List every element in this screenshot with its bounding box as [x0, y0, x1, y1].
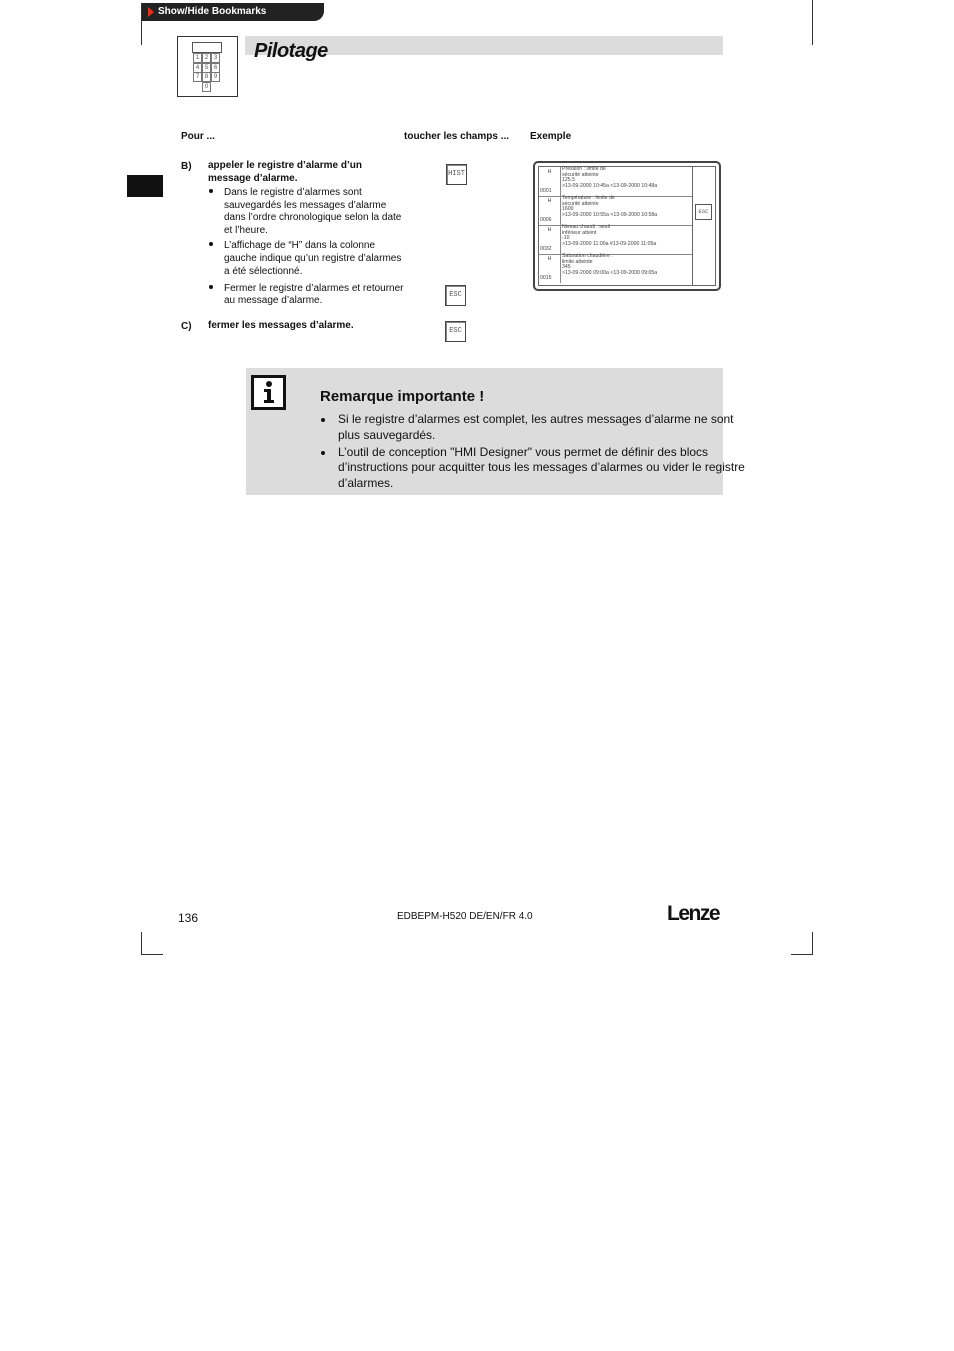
keypad-key: 3 [211, 53, 220, 63]
note-title: Remarque importante ! [320, 388, 485, 405]
step-b-bullet1-line: dans l’ordre chronologique selon la date [224, 212, 402, 223]
alarm-entry-h: H [547, 198, 552, 204]
column-header-pour: Pour ... [181, 131, 215, 142]
alarm-entry-line: sécurité atteinte [562, 200, 599, 207]
alarm-entry-line: 1600 [562, 206, 574, 213]
alarm-entry-line: Niveau chaudi : seuil [562, 224, 610, 230]
important-note-box [246, 368, 723, 495]
keypad-key: 6 [211, 63, 220, 73]
page-title: Pilotage [254, 40, 328, 62]
column-header-exemple: Exemple [530, 131, 572, 142]
alarm-entry[interactable] [539, 254, 692, 283]
step-b-bullet1-line: et l’heure. [224, 225, 268, 236]
crop-mark [812, 0, 813, 45]
note-bullet1-line: Si le registre d’alarmes est complet, les autres messages d’alarme ne sont [338, 412, 734, 426]
keypad-key: 1 [193, 53, 202, 63]
alarm-entry-line: limite atteinte [562, 258, 593, 265]
esc-button[interactable]: ESC [445, 285, 466, 306]
crop-mark [812, 932, 813, 954]
alarm-entry-line: >13-09-2000 09:00a <13-09-2000 09:05a [562, 269, 658, 276]
alarm-entry-line: Saturation chaudière : [562, 253, 613, 259]
alarm-entry-line: >13-09-2000 10:55a <13-09-2000 10:58a [562, 211, 658, 218]
alarm-entry-text [562, 225, 690, 247]
note-bullet2-line: L’outil de conception "HMI Designer" vous permet de définir des blocs [338, 445, 709, 459]
alarm-entry[interactable] [539, 167, 692, 197]
alarm-screen-side-column [692, 166, 716, 286]
step-b-title-line1: appeler le registre d’alarme d’un [208, 160, 362, 171]
alarm-entry-number: 0032 [540, 246, 552, 252]
keypad-key: 7 [193, 72, 202, 82]
keypad-key: 8 [202, 72, 211, 82]
bullet-icon [209, 189, 213, 193]
bullet-icon [209, 285, 213, 289]
crop-mark [141, 3, 142, 45]
note-bullet2-line: d’instructions pour acquitter tous les messages d’alarmes ou vider le registre [338, 460, 745, 474]
info-icon-inner [254, 378, 283, 407]
esc-button[interactable]: ESC [445, 321, 466, 342]
alarm-entry-h: H [547, 256, 552, 262]
alarm-entry-text [562, 196, 690, 218]
note-bullet1-line: plus sauvegardés. [338, 428, 436, 442]
step-b-bullet2-line: a été sélectionné. [224, 266, 303, 277]
keypad-icon [177, 36, 238, 97]
alarm-entry-number: 0006 [540, 217, 552, 223]
alarm-entry-line: 345 [562, 264, 571, 271]
alarm-entry-line: >13-09-2000 10:45a <13-09-2000 10:48a [562, 182, 658, 189]
step-c-title: fermer les messages d’alarme. [208, 320, 354, 331]
note-bullet2-line: d’alarmes. [338, 476, 394, 490]
triangle-right-icon [148, 7, 154, 17]
alarm-entry-h: H [547, 227, 552, 233]
step-b-bullet3-line: au message d’alarme. [224, 295, 323, 306]
alarm-entry[interactable] [539, 196, 692, 226]
alarm-entry-line: 125.5 [562, 177, 575, 184]
step-b-bullet1-line: sauvegardés les messages d’alarme [224, 200, 387, 211]
crop-mark [791, 954, 813, 955]
column-header-toucher: toucher les champs ... [404, 131, 510, 142]
bullet-icon [321, 418, 325, 422]
alarm-entry-line: Température : limite de [562, 195, 615, 201]
example-alarm-register-screen [533, 161, 721, 291]
info-glyph-icon [254, 378, 283, 407]
step-b-title-line2: message d’alarme. [208, 173, 298, 184]
document-reference: EDBEPM-H520 DE/EN/FR 4.0 [397, 911, 533, 922]
side-tab-marker [127, 175, 163, 197]
info-icon [251, 375, 286, 410]
bullet-icon [321, 451, 325, 455]
alarm-entry-line: sécurité atteinte [562, 171, 599, 178]
keypad-key: 5 [202, 63, 211, 73]
alarm-entry-line: Pression : limite de [562, 166, 606, 172]
step-b-bullet2-line: gauche indique qu’un registre d’alarmes [224, 253, 402, 264]
bookmark-tab-label: Show/Hide Bookmarks [158, 6, 267, 17]
step-b-bullet1-line: Dans le registre d’alarmes sont [224, 187, 362, 198]
alarm-entry-h: H [547, 169, 552, 175]
hist-button[interactable]: HIST [446, 164, 467, 185]
alarm-entry-line: -10 [562, 235, 570, 242]
crop-mark [141, 932, 142, 954]
alarm-entry-line: >13-09-2000 11:00a #13-09-2000 11:05a [562, 240, 657, 247]
lenze-logo: Lenze [667, 902, 720, 925]
screen-esc-button[interactable]: ESC [695, 204, 712, 220]
keypad-key: 2 [202, 53, 211, 63]
keypad-key: 4 [193, 63, 202, 73]
crop-mark [141, 954, 163, 955]
keypad-display [192, 42, 222, 53]
step-c-letter: C) [181, 321, 192, 332]
alarm-list [538, 166, 693, 286]
bullet-icon [209, 242, 213, 246]
alarm-entry-number: 0015 [540, 275, 552, 281]
alarm-entry[interactable] [539, 225, 692, 255]
step-b-bullet2-line: L’affichage de “H” dans la colonne [224, 240, 376, 251]
page-number: 136 [178, 911, 199, 925]
keypad-key: 9 [211, 72, 220, 82]
show-hide-bookmarks-tab[interactable] [142, 3, 324, 21]
step-b-bullet3-line: Fermer le registre d’alarmes et retourner [224, 283, 404, 294]
alarm-entry-text [562, 254, 690, 276]
alarm-entry-line: inférieur atteint [562, 229, 597, 236]
alarm-entry-number: 0001 [540, 188, 552, 194]
step-b-letter: B) [181, 161, 192, 172]
keypad-key: 0 [202, 82, 211, 92]
alarm-entry-text [562, 167, 690, 189]
